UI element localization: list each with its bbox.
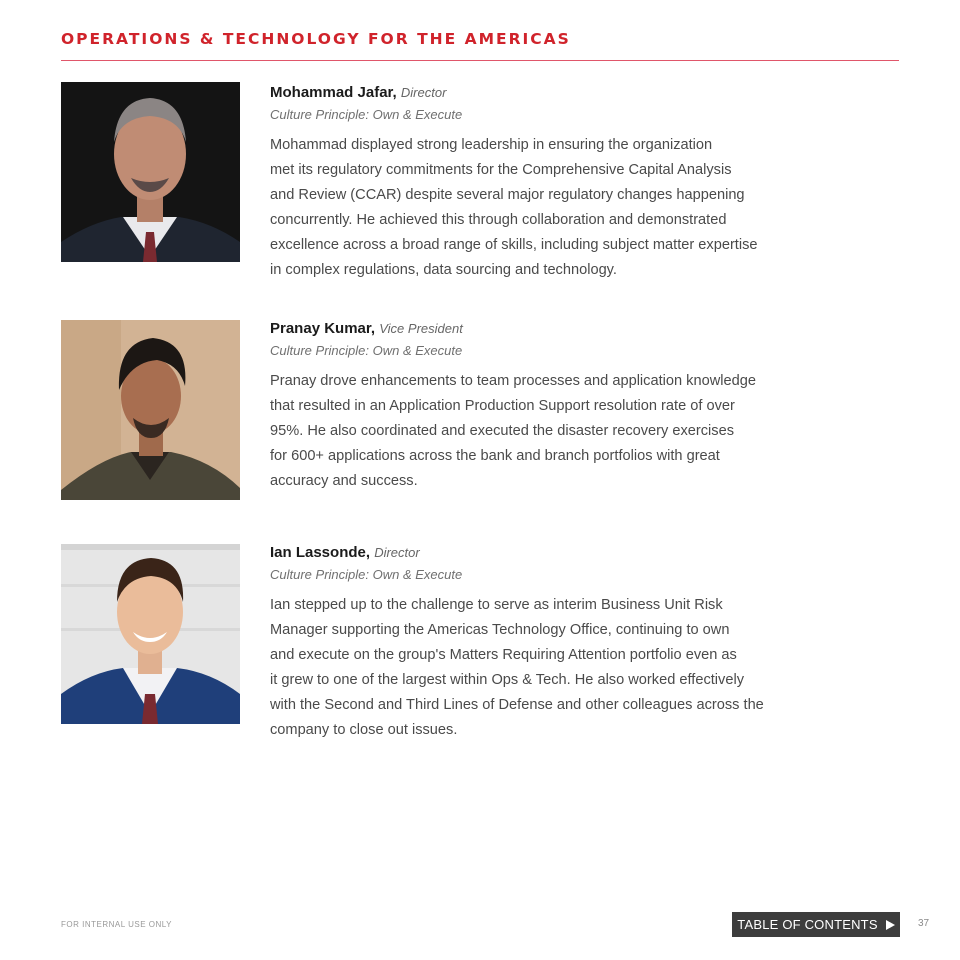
profile-photo-pranay-kumar xyxy=(61,320,240,500)
profile-photo-mohammad-jafar xyxy=(61,82,240,262)
bio-line: and Review (CCAR) despite several major regulatory changes happening xyxy=(270,187,745,203)
culture-principle: Culture Principle: Own & Execute xyxy=(270,107,463,122)
internal-use-note: FOR INTERNAL USE ONLY xyxy=(61,920,172,929)
profile-bio xyxy=(270,593,902,743)
bio-line: met its regulatory commitments for the Comprehensive Capital Analysis xyxy=(270,162,732,178)
profile-bio xyxy=(270,133,902,283)
table-of-contents-button[interactable] xyxy=(732,912,900,937)
bio-line: in complex regulations, data sourcing and technology. xyxy=(270,262,617,278)
bio-line: that resulted in an Application Production Support resolution rate of over xyxy=(270,398,735,414)
bio-line: company to close out issues. xyxy=(270,722,458,738)
header-rule xyxy=(61,60,899,61)
bio-line: concurrently. He achieved this through collaboration and demonstrated xyxy=(270,212,727,228)
profile-title: Director xyxy=(400,85,447,100)
profile-heading xyxy=(270,543,902,562)
profile-entry-pranay-kumar xyxy=(270,319,902,494)
bio-line: Mohammad displayed strong leadership in ensuring the organization xyxy=(270,137,713,153)
culture-principle: Culture Principle: Own & Execute xyxy=(270,343,463,358)
bio-line: accuracy and success. xyxy=(270,473,418,489)
bio-line: Ian stepped up to the challenge to serve as interim Business Unit Risk xyxy=(270,597,723,613)
bio-line: for 600+ applications across the bank and branch portfolios with great xyxy=(270,448,720,464)
profile-heading xyxy=(270,83,902,102)
profile-entry-mohammad-jafar xyxy=(270,83,902,283)
profile-name: Ian Lassonde, xyxy=(270,544,371,561)
bio-line: excellence across a broad range of skills, including subject matter expertise xyxy=(270,237,758,253)
profile-name: Mohammad Jafar, xyxy=(270,84,397,101)
culture-principle: Culture Principle: Own & Execute xyxy=(270,567,463,582)
profile-title: Vice President xyxy=(379,321,463,336)
bio-line: and execute on the group's Matters Requiring Attention portfolio even as xyxy=(270,647,737,663)
profile-bio xyxy=(270,369,902,494)
profile-photo-ian-lassonde xyxy=(61,544,240,724)
section-title: OPERATIONS & TECHNOLOGY FOR THE AMERICAS xyxy=(61,30,571,48)
play-arrow-icon xyxy=(886,920,895,930)
bio-line: it grew to one of the largest within Ops & Tech. He also worked effectively xyxy=(270,672,744,688)
bio-line: Manager supporting the Americas Technology Office, continuing to own xyxy=(270,622,730,638)
bio-line: Pranay drove enhancements to team processes and application knowledge xyxy=(270,373,756,389)
profile-entry-ian-lassonde xyxy=(270,543,902,743)
bio-line: 95%. He also coordinated and executed the disaster recovery exercises xyxy=(270,423,735,439)
profile-heading xyxy=(270,319,902,338)
profile-title: Director xyxy=(374,545,420,560)
toc-button-label: TABLE OF CONTENTS xyxy=(737,917,878,932)
page-number: 37 xyxy=(918,918,930,929)
bio-line: with the Second and Third Lines of Defense and other colleagues across the xyxy=(270,697,764,713)
profile-name: Pranay Kumar, xyxy=(270,320,376,337)
